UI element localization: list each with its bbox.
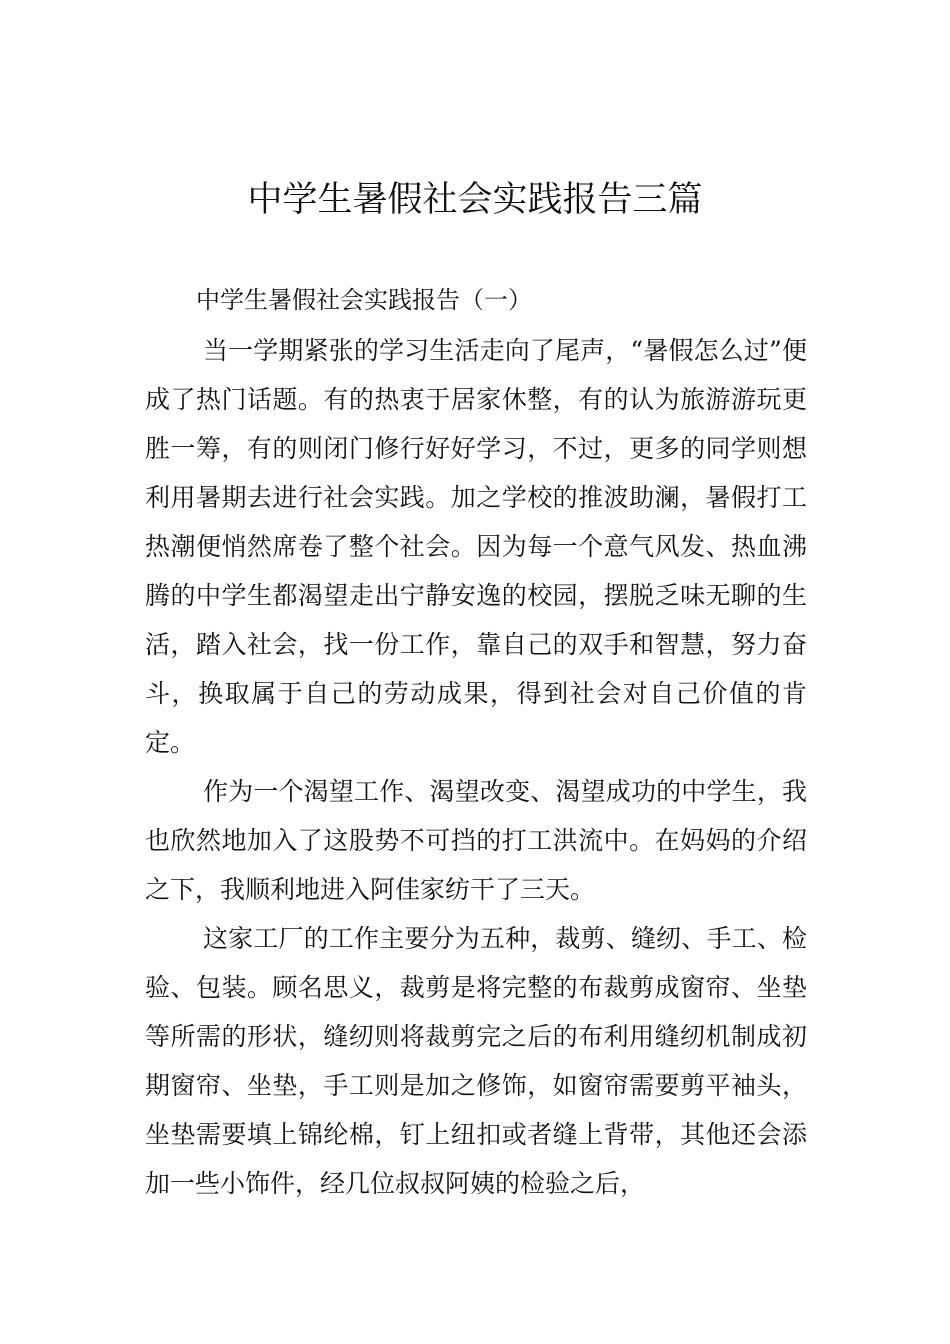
- paragraph-1: 当一学期紧张的学习生活走向了尾声，“暑假怎么过”便成了热门话题。有的热衷于居家休整，有的认为旅游游玩更胜一筹，有的则闭门修行好好学习，不过，更多的同学则想利用暑期去进行社会实践。加之学校的推波助澜，暑假打工热潮便悄然席卷了整个社会。因为每一个意气风发、热血沸腾的中学生都渴望走出宁静安逸的校园，摆脱乏味无聊的生活，踏入社会，找一份工作，靠自己的双手和智慧，努力奋斗，换取属于自己的劳动成果，得到社会对自己价值的肯定。: [145, 336, 807, 757]
- paragraph-3: 这家工厂的工作主要分为五种，裁剪、缝纫、手工、检验、包装。顾名思义，裁剪是将完整的布裁剪成窗帘、坐垫等所需的形状，缝纫则将裁剪完之后的布利用缝纫机制成初期窗帘、坐垫，手工则是加之修饰，如窗帘需要剪平袖头，坐垫需要填上锦纶棉，钉上纽扣或者缝上背带，其他还会添加一些小饰件，经几位叔叔阿姨的检验之后，: [145, 924, 807, 1198]
- document-title: 中学生暑假社会实践报告三篇: [247, 180, 703, 220]
- paragraph-2: 作为一个渴望工作、渴望改变、渴望成功的中学生，我也欣然地加入了这股势不可挡的打工洪流中。在妈妈的介绍之下，我顺利地进入阿佳家纺干了三天。: [145, 777, 807, 904]
- section-heading: 中学生暑假社会实践报告（一）: [196, 286, 532, 314]
